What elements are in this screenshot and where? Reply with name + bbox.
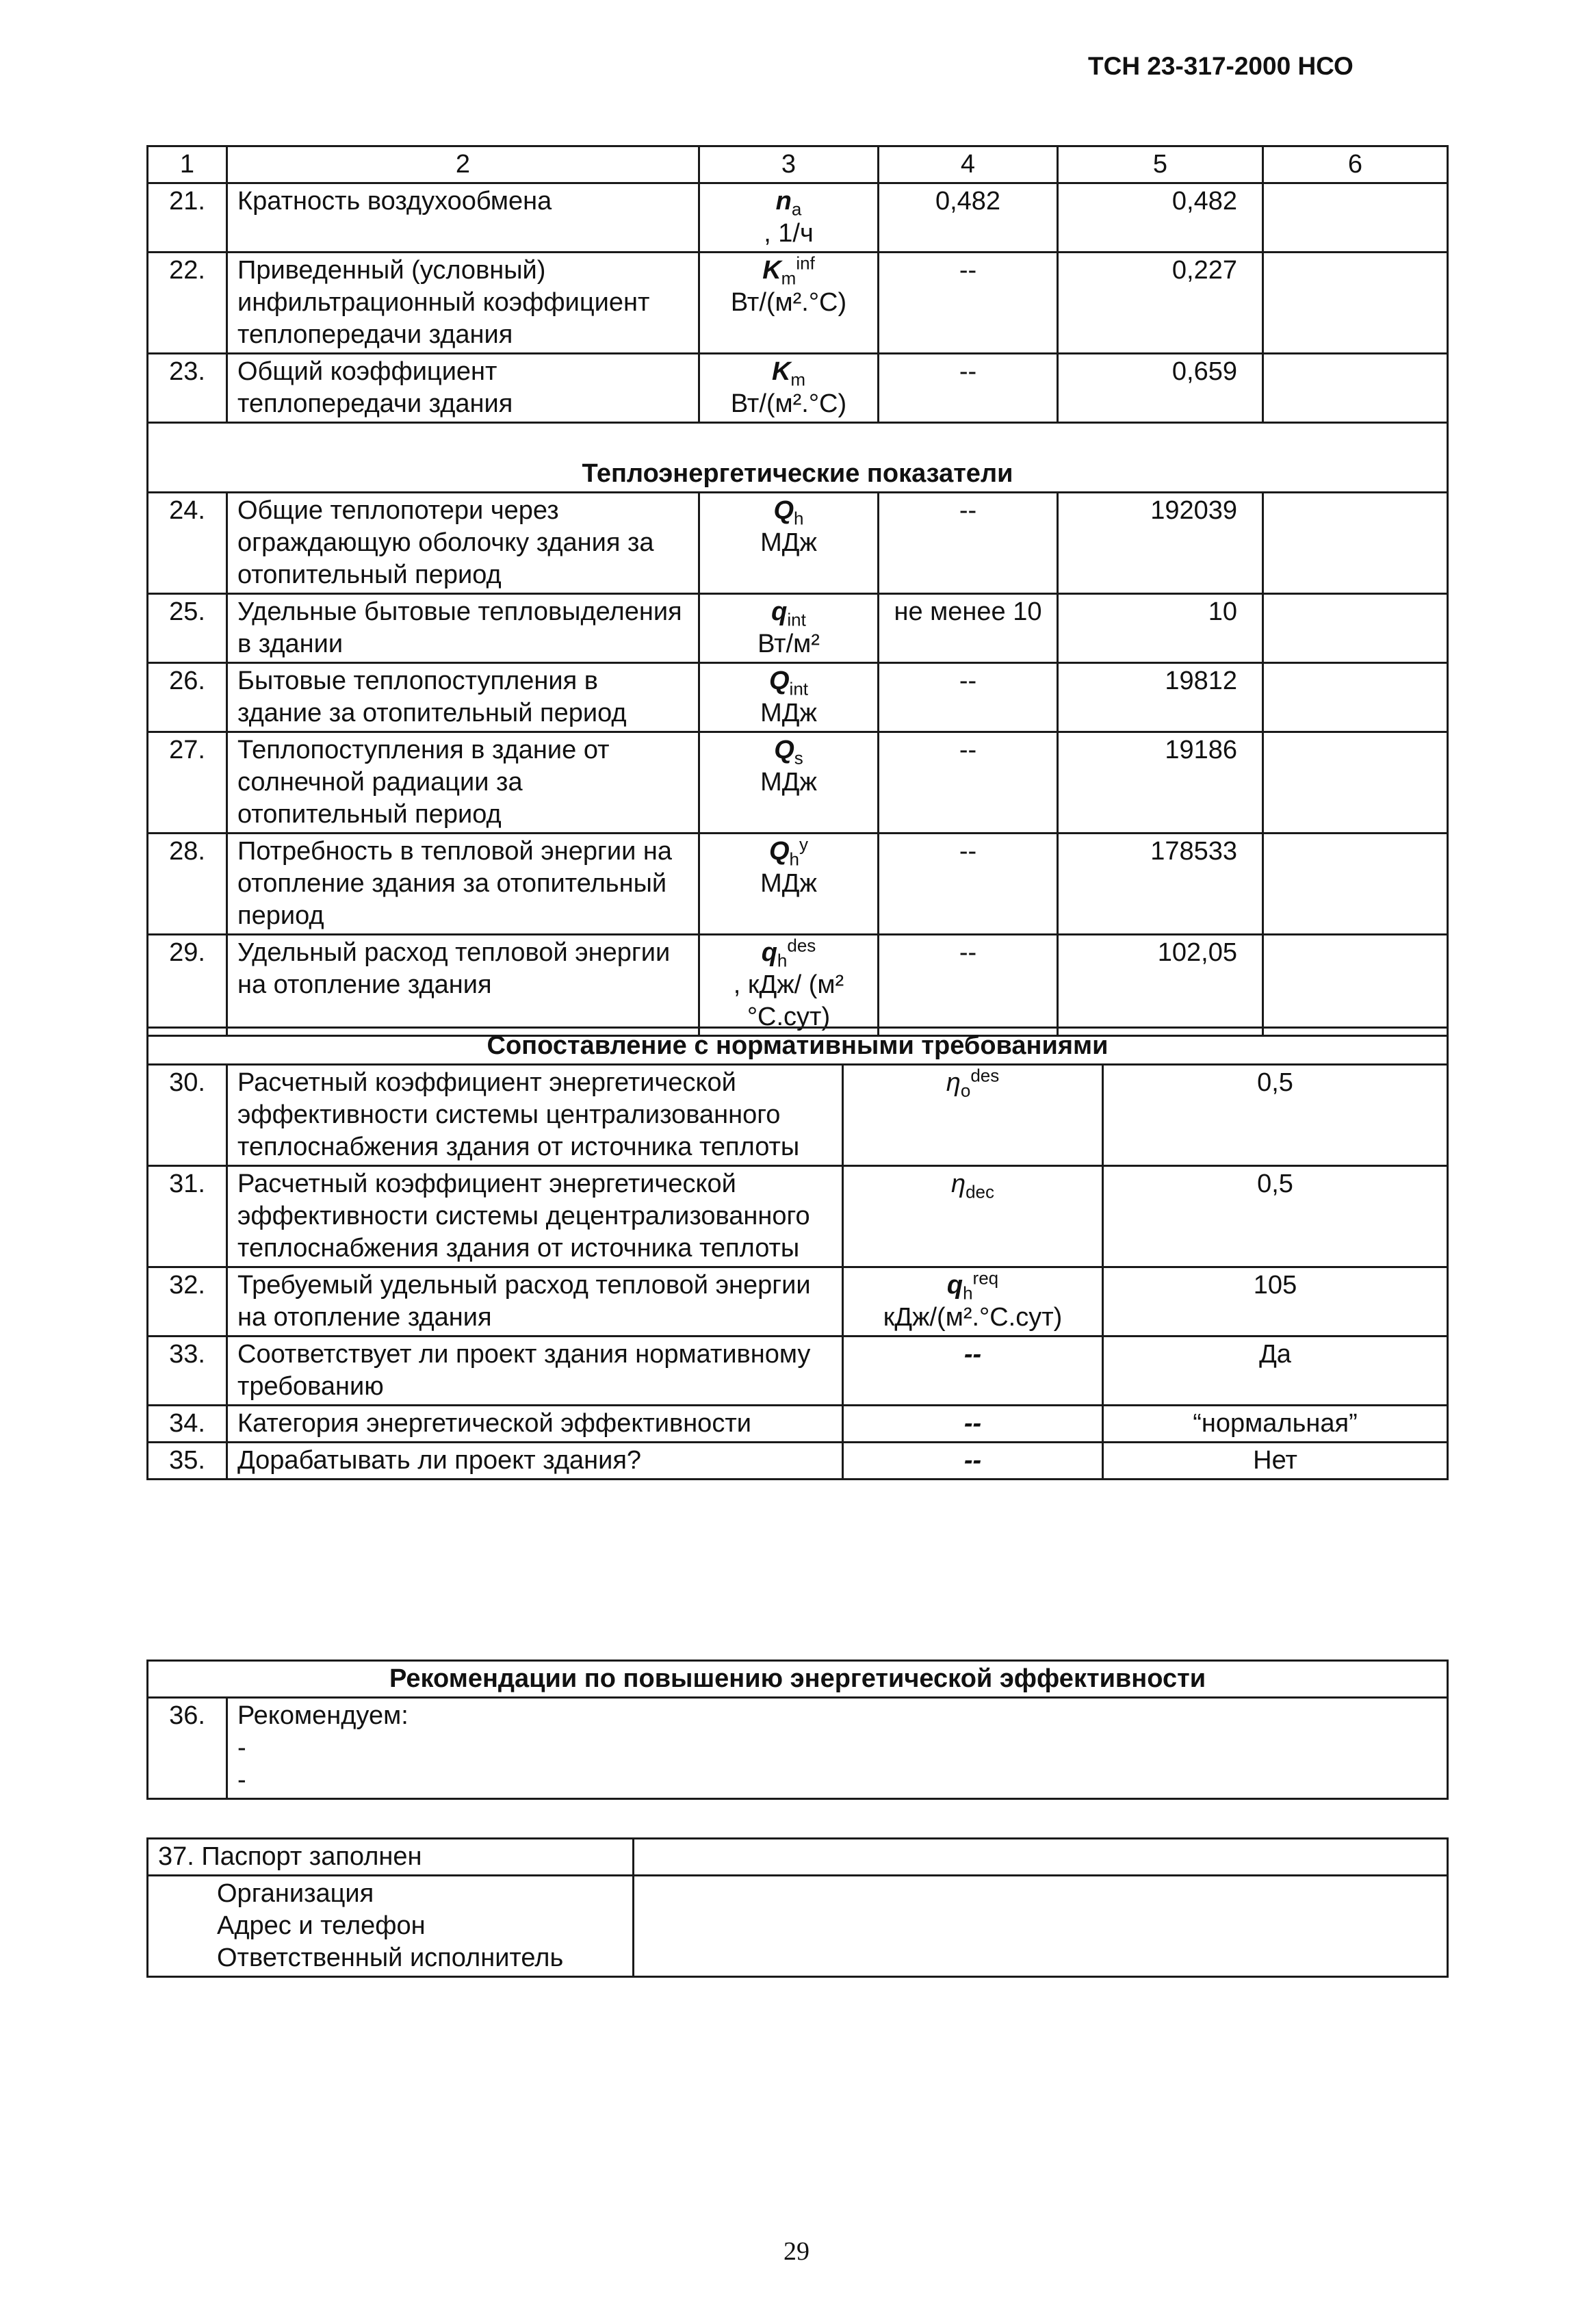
indicator-symbol — [699, 183, 879, 253]
symbol — [853, 1067, 1092, 1099]
table-row — [148, 732, 1448, 834]
indicator-symbol — [699, 253, 879, 354]
row-number: 36. — [148, 1698, 227, 1799]
symbol-letter: -- — [963, 1446, 982, 1475]
symbol-letter: K — [762, 256, 781, 285]
symbol-letter: n — [775, 187, 792, 216]
actual-value — [1263, 354, 1448, 423]
symbol-letter: Q — [773, 496, 794, 525]
design-value: 19186 — [1058, 732, 1263, 834]
table-row — [148, 663, 1448, 732]
row-number: 24. — [148, 493, 227, 594]
symbol-subscript: a — [791, 198, 802, 220]
unit: МДж — [760, 768, 817, 797]
header-row — [148, 146, 1448, 183]
indicator-name: Требуемый удельный расход тепловой энергии на отопление здания — [227, 1267, 843, 1337]
symbol — [853, 1445, 1092, 1477]
recommendations-cell — [227, 1698, 1448, 1799]
indicator-symbol — [843, 1337, 1103, 1406]
norm-value: не менее 10 — [879, 594, 1058, 663]
indicator-symbol — [843, 1267, 1103, 1337]
design-value: 178533 — [1058, 834, 1263, 935]
recommendations-label: Рекомендуем: — [237, 1701, 409, 1730]
section-row — [148, 423, 1448, 493]
unit: МДж — [760, 528, 817, 557]
row-number: 32. — [148, 1267, 227, 1337]
row-number: 31. — [148, 1166, 227, 1267]
symbol — [710, 255, 868, 287]
symbol-letter: q — [761, 938, 777, 967]
symbol-subscript: s — [794, 747, 803, 769]
table-row — [148, 1267, 1448, 1337]
unit: кДж/(м².°С.сут) — [883, 1303, 1063, 1332]
indicator-value: “нормальная” — [1103, 1406, 1448, 1443]
organization-label: Организация — [217, 1879, 374, 1908]
indicator-name: Бытовые теплопоступления в здание за отопительный период — [227, 663, 699, 732]
row-number: 21. — [148, 183, 227, 253]
actual-value — [1263, 935, 1448, 1036]
unit: МДж — [760, 869, 817, 898]
column-header: 5 — [1058, 146, 1263, 183]
symbol-letter: q — [771, 597, 788, 626]
unit: Вт/(м².°С) — [730, 288, 847, 317]
indicator-name: Удельный расход тепловой энергии на отопление здания — [227, 935, 699, 1036]
symbol-letter: η — [946, 1068, 961, 1097]
indicator-name: Приведенный (условный) инфильтрационный коэффициент теплопередачи здания — [227, 253, 699, 354]
unit: Вт/м² — [757, 630, 820, 658]
indicator-symbol — [843, 1406, 1103, 1443]
design-value: 10 — [1058, 594, 1263, 663]
table-row — [148, 1166, 1448, 1267]
symbol-letter: Q — [774, 736, 794, 764]
symbol-subscript: o — [960, 1080, 971, 1101]
actual-value — [1263, 594, 1448, 663]
indicator-value: Да — [1103, 1337, 1448, 1406]
row-number: 34. — [148, 1406, 227, 1443]
symbol-superscript: des — [787, 935, 816, 956]
symbol — [710, 596, 868, 628]
symbol — [710, 734, 868, 769]
indicator-name: Теплопоступления в здание от солнечной радиации за отопительный период — [227, 732, 699, 834]
row-number: 26. — [148, 663, 227, 732]
indicator-symbol — [699, 493, 879, 594]
row-number: 22. — [148, 253, 227, 354]
unit: Вт/(м².°С) — [730, 389, 847, 418]
symbol — [853, 1339, 1092, 1371]
symbol — [853, 1269, 1092, 1302]
symbol-subscript: int — [789, 678, 809, 699]
symbol — [710, 937, 868, 969]
design-value: 102,05 — [1058, 935, 1263, 1036]
design-value: 19812 — [1058, 663, 1263, 732]
indicator-symbol — [699, 594, 879, 663]
table-row — [148, 594, 1448, 663]
table-row — [148, 935, 1448, 1036]
norm-value: -- — [879, 354, 1058, 423]
unit: , 1/ч — [764, 219, 814, 248]
passport-fields-values — [634, 1876, 1448, 1977]
symbol-subscript: h — [963, 1282, 973, 1304]
passport-fields — [148, 1876, 634, 1977]
passport-filled-label: 37. Паспорт заполнен — [148, 1839, 634, 1876]
symbol-letter: η — [950, 1170, 966, 1198]
symbol — [710, 495, 868, 527]
address-label: Адрес и телефон — [217, 1911, 426, 1940]
passport-filled-value — [634, 1839, 1448, 1876]
symbol-letter: q — [946, 1271, 963, 1300]
indicator-name: Дорабатывать ли проект здания? — [227, 1443, 843, 1480]
column-header: 6 — [1263, 146, 1448, 183]
actual-value — [1263, 663, 1448, 732]
indicator-value: 0,5 — [1103, 1166, 1448, 1267]
column-header: 3 — [699, 146, 879, 183]
symbol-subscript: h — [777, 950, 788, 971]
recommendations-title: Рекомендации по повышению энергетической эффективности — [148, 1661, 1448, 1698]
indicator-symbol — [843, 1065, 1103, 1166]
symbol — [710, 836, 868, 868]
norm-value: -- — [879, 493, 1058, 594]
column-header: 4 — [879, 146, 1058, 183]
design-value: 0,482 — [1058, 183, 1263, 253]
actual-value — [1263, 732, 1448, 834]
symbol-superscript: req — [972, 1267, 999, 1289]
indicator-value: 0,5 — [1103, 1065, 1448, 1166]
indicator-symbol — [699, 834, 879, 935]
table-row — [148, 1065, 1448, 1166]
actual-value — [1263, 834, 1448, 935]
indicator-value: 105 — [1103, 1267, 1448, 1337]
table-row — [148, 183, 1448, 253]
row-number: 29. — [148, 935, 227, 1036]
row-number: 30. — [148, 1065, 227, 1166]
design-value: 192039 — [1058, 493, 1263, 594]
indicators-table — [146, 145, 1449, 1037]
unit: , кДж/ (м² °С.сут) — [733, 970, 844, 1031]
symbol-superscript: inf — [796, 253, 815, 274]
table-row — [148, 1337, 1448, 1406]
section-title: Теплоэнергетические показатели — [148, 423, 1448, 493]
symbol-superscript: des — [970, 1065, 1000, 1086]
indicator-symbol — [699, 732, 879, 834]
indicator-name: Категория энергетической эффективности — [227, 1406, 843, 1443]
symbol-letter: K — [771, 357, 791, 386]
responsible-label: Ответственный исполнитель — [217, 1944, 564, 1972]
indicator-symbol — [699, 935, 879, 1036]
indicator-name: Общие теплопотери через ограждающую оболочку здания за отопительный период — [227, 493, 699, 594]
indicator-name: Соответствует ли проект здания нормативному требованию — [227, 1337, 843, 1406]
indicator-name: Расчетный коэффициент энергетической эффективности системы децентрализованного теплоснабжения здания от источника теплоты — [227, 1166, 843, 1267]
norm-value: -- — [879, 935, 1058, 1036]
row-number: 25. — [148, 594, 227, 663]
symbol-letter: Q — [768, 837, 790, 866]
actual-value — [1263, 253, 1448, 354]
symbol-letter: -- — [963, 1340, 982, 1369]
title-row — [148, 1028, 1448, 1065]
column-header: 1 — [148, 146, 227, 183]
symbol-letter: Q — [768, 667, 790, 695]
symbol — [853, 1408, 1092, 1440]
page-number: 29 — [783, 2237, 810, 2266]
indicator-symbol — [699, 354, 879, 423]
indicator-name: Кратность воздухообмена — [227, 183, 699, 253]
norm-value: -- — [879, 732, 1058, 834]
norm-value: -- — [879, 663, 1058, 732]
symbol-subscript: dec — [966, 1181, 995, 1202]
symbol-subscript: int — [787, 609, 806, 630]
document-code: ТСН 23-317-2000 НСО — [1088, 52, 1354, 80]
norm-value: -- — [879, 253, 1058, 354]
recommendation-item: - — [237, 1766, 246, 1794]
row-number: 27. — [148, 732, 227, 834]
symbol-subscript: h — [794, 508, 804, 529]
actual-value — [1263, 493, 1448, 594]
actual-value — [1263, 183, 1448, 253]
row-number: 35. — [148, 1443, 227, 1480]
indicator-symbol — [843, 1443, 1103, 1480]
norm-value: 0,482 — [879, 183, 1058, 253]
symbol-subscript: m — [790, 369, 806, 390]
symbol — [853, 1168, 1092, 1200]
table-row — [148, 1406, 1448, 1443]
indicator-symbol — [699, 663, 879, 732]
symbol-letter: -- — [963, 1409, 982, 1438]
table-row — [148, 834, 1448, 935]
design-value: 0,227 — [1058, 253, 1263, 354]
indicator-symbol — [843, 1166, 1103, 1267]
recommendation-item: - — [237, 1733, 246, 1762]
recommendations-table — [146, 1660, 1449, 1800]
table-row — [148, 1443, 1448, 1480]
comparison-table — [146, 1027, 1449, 1480]
symbol — [710, 665, 868, 697]
indicator-name: Расчетный коэффициент энергетической эффективности системы централизованного теплоснабжения здания от источника теплоты — [227, 1065, 843, 1166]
symbol — [710, 356, 868, 388]
symbol-subscript: m — [781, 268, 796, 289]
comparison-title: Сопоставление с нормативными требованиями — [148, 1028, 1448, 1065]
design-value: 0,659 — [1058, 354, 1263, 423]
table-row — [148, 354, 1448, 423]
indicator-name: Удельные бытовые тепловыделения в здании — [227, 594, 699, 663]
table-row — [148, 253, 1448, 354]
symbol-subscript: h — [789, 849, 800, 870]
indicator-name: Потребность в тепловой энергии на отопление здания за отопительный период — [227, 834, 699, 935]
symbol-superscript: y — [799, 834, 809, 855]
passport-table — [146, 1837, 1449, 1978]
indicator-value: Нет — [1103, 1443, 1448, 1480]
indicator-name: Общий коэффициент теплопередачи здания — [227, 354, 699, 423]
unit: МДж — [760, 699, 817, 727]
row-number: 33. — [148, 1337, 227, 1406]
row-number: 23. — [148, 354, 227, 423]
norm-value: -- — [879, 834, 1058, 935]
table-row — [148, 493, 1448, 594]
symbol — [710, 185, 868, 218]
row-number: 28. — [148, 834, 227, 935]
column-header: 2 — [227, 146, 699, 183]
